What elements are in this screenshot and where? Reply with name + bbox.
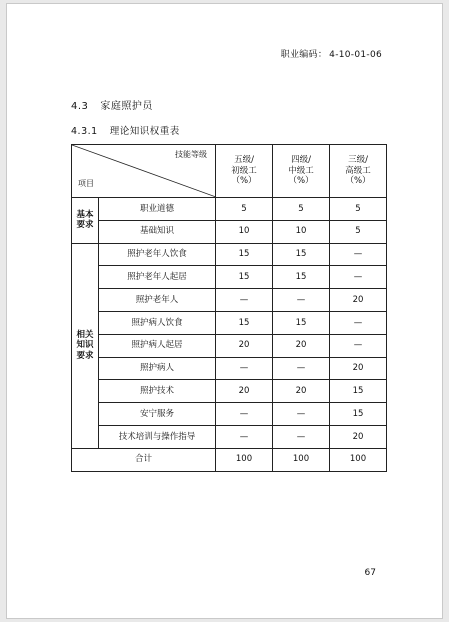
weight-cell: 15 (330, 380, 387, 403)
occupation-code-label: 职业编码： (280, 50, 328, 60)
table-row (72, 403, 387, 426)
weight-cell: 10 (273, 220, 330, 243)
level-header-line: （%） (288, 176, 314, 187)
weight-cell: 15 (216, 266, 273, 289)
total-row (72, 448, 387, 471)
table-row (72, 334, 387, 357)
weight-cell: — (330, 266, 387, 289)
weight-cell: 5 (330, 220, 387, 243)
page-number: 67 (364, 568, 376, 578)
category-label-line: 要求 (76, 220, 94, 231)
table-row (72, 311, 387, 334)
level-header-5 (216, 145, 273, 198)
weight-cell: 10 (216, 220, 273, 243)
item-cell: 安宁服务 (99, 403, 216, 426)
weight-cell: — (216, 289, 273, 312)
weight-cell: — (273, 357, 330, 380)
weight-cell: 15 (273, 311, 330, 334)
table-row (72, 289, 387, 312)
section-number: 4.3 (71, 101, 89, 112)
total-value-cell: 100 (330, 448, 387, 471)
table-row (72, 220, 387, 243)
weight-cell: 20 (330, 425, 387, 448)
item-cell: 职业道德 (99, 198, 216, 221)
level-header-4 (273, 145, 330, 198)
subsection-heading (71, 123, 180, 137)
table-row (72, 380, 387, 403)
weight-cell: 20 (216, 380, 273, 403)
level-header-line: 高级工 (345, 165, 371, 176)
level-header-line: 初级工 (231, 165, 257, 176)
total-value-cell: 100 (273, 448, 330, 471)
weight-cell: — (330, 243, 387, 266)
subsection-title: 理论知识权重表 (109, 126, 180, 137)
item-cell: 技术培训与操作指导 (99, 425, 216, 448)
level-header-3 (330, 145, 387, 198)
weight-cell: — (273, 289, 330, 312)
weight-cell: 5 (216, 198, 273, 221)
section-heading (71, 97, 153, 112)
table-header-row (72, 145, 387, 198)
item-cell: 照护老年人 (99, 289, 216, 312)
weight-cell: 15 (216, 311, 273, 334)
skill-level-label: 技能等级 (175, 150, 207, 159)
level-header-line: 三级/ (348, 155, 368, 166)
table-row (72, 198, 387, 221)
category-cell (72, 243, 99, 448)
corner-header-cell (72, 145, 216, 198)
item-cell: 照护技术 (99, 380, 216, 403)
weight-cell: 15 (330, 403, 387, 426)
weight-cell: 5 (273, 198, 330, 221)
item-cell: 照护病人起居 (99, 334, 216, 357)
weight-cell: 15 (273, 243, 330, 266)
item-cell: 照护老年人起居 (99, 266, 216, 289)
weight-cell: 20 (330, 289, 387, 312)
occupation-code-value: 4-10-01-06 (329, 50, 382, 60)
level-header-line: 四级/ (291, 155, 311, 166)
total-value-cell: 100 (216, 448, 273, 471)
table-row (72, 357, 387, 380)
weight-cell: 20 (216, 334, 273, 357)
occupation-code (279, 47, 382, 60)
table-row (72, 243, 387, 266)
weight-cell: — (273, 403, 330, 426)
weight-cell: — (216, 425, 273, 448)
level-header-line: 五级/ (234, 155, 254, 166)
weight-cell: 5 (330, 198, 387, 221)
item-label: 项目 (78, 179, 94, 188)
table-row (72, 266, 387, 289)
item-cell: 照护老年人饮食 (99, 243, 216, 266)
item-cell: 照护病人饮食 (99, 311, 216, 334)
category-label-line: 要求 (76, 350, 94, 361)
section-title: 家庭照护员 (100, 101, 153, 112)
weight-cell: 15 (273, 266, 330, 289)
knowledge-weight-table (71, 144, 387, 472)
weight-cell: 15 (216, 243, 273, 266)
weight-cell: — (216, 357, 273, 380)
weight-cell: 20 (273, 334, 330, 357)
category-label-line: 基本 (76, 209, 94, 220)
table-row (72, 425, 387, 448)
item-cell: 照护病人 (99, 357, 216, 380)
subsection-number: 4.3.1 (71, 126, 98, 137)
weight-cell: — (273, 425, 330, 448)
weight-cell: — (330, 311, 387, 334)
document-page (6, 3, 443, 619)
category-cell (72, 198, 99, 244)
category-label-line: 相关 (76, 329, 94, 340)
weight-cell: — (216, 403, 273, 426)
total-label: 合计 (72, 448, 216, 471)
weight-cell: — (330, 334, 387, 357)
level-header-line: 中级工 (288, 165, 314, 176)
category-label-line: 知识 (76, 340, 94, 351)
level-header-line: （%） (231, 176, 257, 187)
weight-cell: 20 (330, 357, 387, 380)
weight-cell: 20 (273, 380, 330, 403)
level-header-line: （%） (345, 176, 371, 187)
item-cell: 基础知识 (99, 220, 216, 243)
